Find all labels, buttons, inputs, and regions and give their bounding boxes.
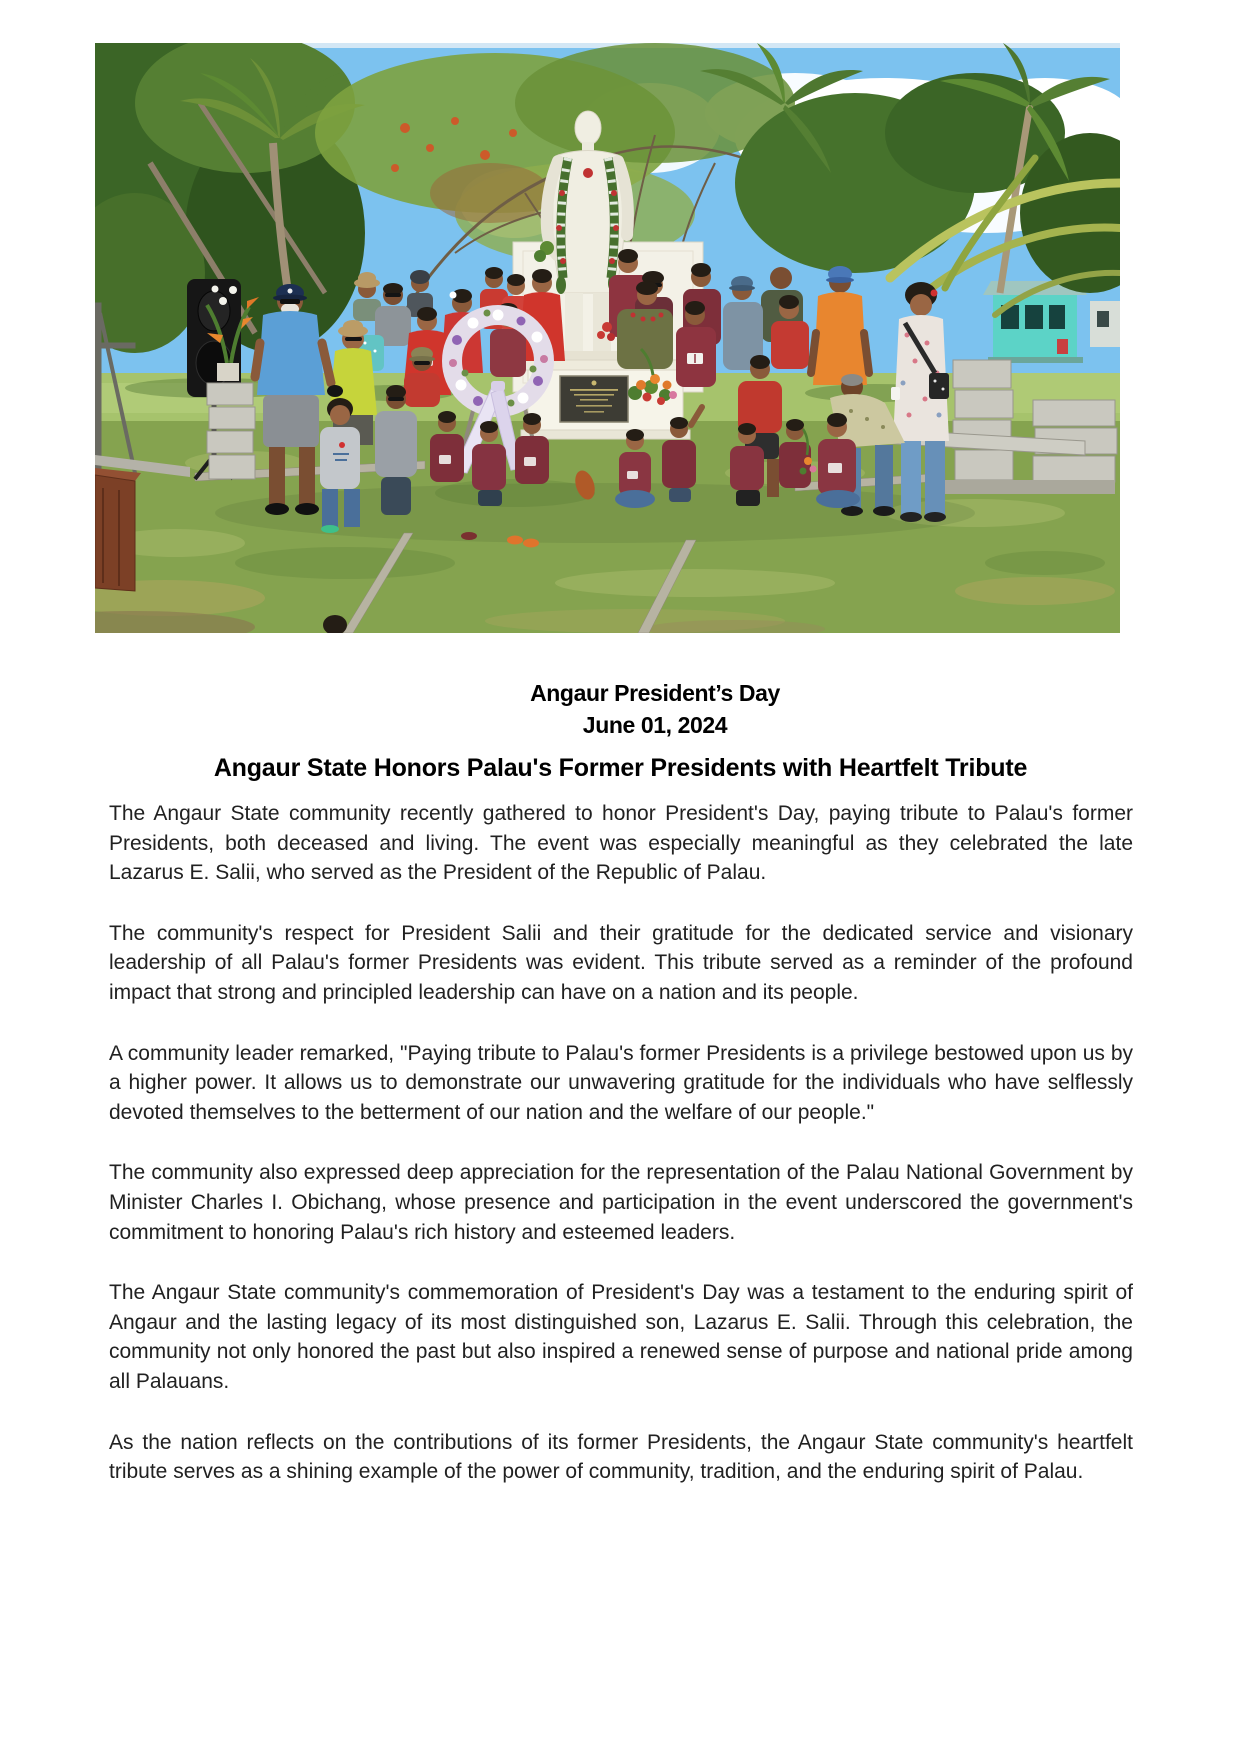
photo-caption-title: Angaur President’s Day bbox=[530, 680, 780, 706]
photo-caption bbox=[190, 677, 1120, 741]
article-headline: Angaur State Honors Palau's Former Presidents with Heartfelt Tribute bbox=[213, 753, 1028, 782]
article-paragraph-2: The community's respect for President Salii and their gratitude for the dedicated service and visionary leadership of all Palau's former Presidents was evident. This tribute served as a reminder of the profound impact that strong and principled leadership can have on a nation and its people. bbox=[109, 921, 1133, 1004]
event-photo bbox=[95, 43, 1120, 633]
article-body bbox=[109, 799, 1133, 1518]
photo-caption-date: June 01, 2024 bbox=[582, 712, 728, 738]
article-paragraph-5: The Angaur State community's commemoration of President's Day was a testament to the enduring spirit of Angaur and the lasting legacy of its most distinguished son, Lazarus E. Salii. Through this celebration, the community not only honored the past but also inspired a renewed sense of purpose and national pride among all Palauans. bbox=[109, 1281, 1133, 1393]
article-paragraph-1: The Angaur State community recently gathered to honor President's Day, paying tribute to Palau's former Presidents, both deceased and living. The event was especially meaningful as they celebrated the late Lazarus E. Salii, who served as the President of the Republic of Palau. bbox=[109, 802, 1133, 885]
event-photo-figure bbox=[95, 43, 1120, 738]
article-paragraph-3: A community leader remarked, "Paying tribute to Palau's former Presidents is a privilege bestowed upon us by a higher power. It allows us to demonstrate our unwavering gratitude for the individuals who have selflessly devoted themselves to the betterment of our nation and the welfare of our people." bbox=[109, 1041, 1133, 1124]
article-paragraph-4: The community also expressed deep appreciation for the representation of the Palau National Government by Minister Charles I. Obichang, whose presence and participation in the event underscored the government's commitment to honoring Palau's rich history and esteemed leaders. bbox=[109, 1161, 1133, 1244]
wood-podium bbox=[95, 468, 141, 591]
article-paragraph-6: As the nation reflects on the contributions of its former Presidents, the Angaur State community's heartfelt tribute serves as a shining example of the power of community, tradition, and the enduring spirit of Palau. bbox=[109, 1430, 1133, 1484]
memorial-plaque bbox=[560, 376, 628, 422]
